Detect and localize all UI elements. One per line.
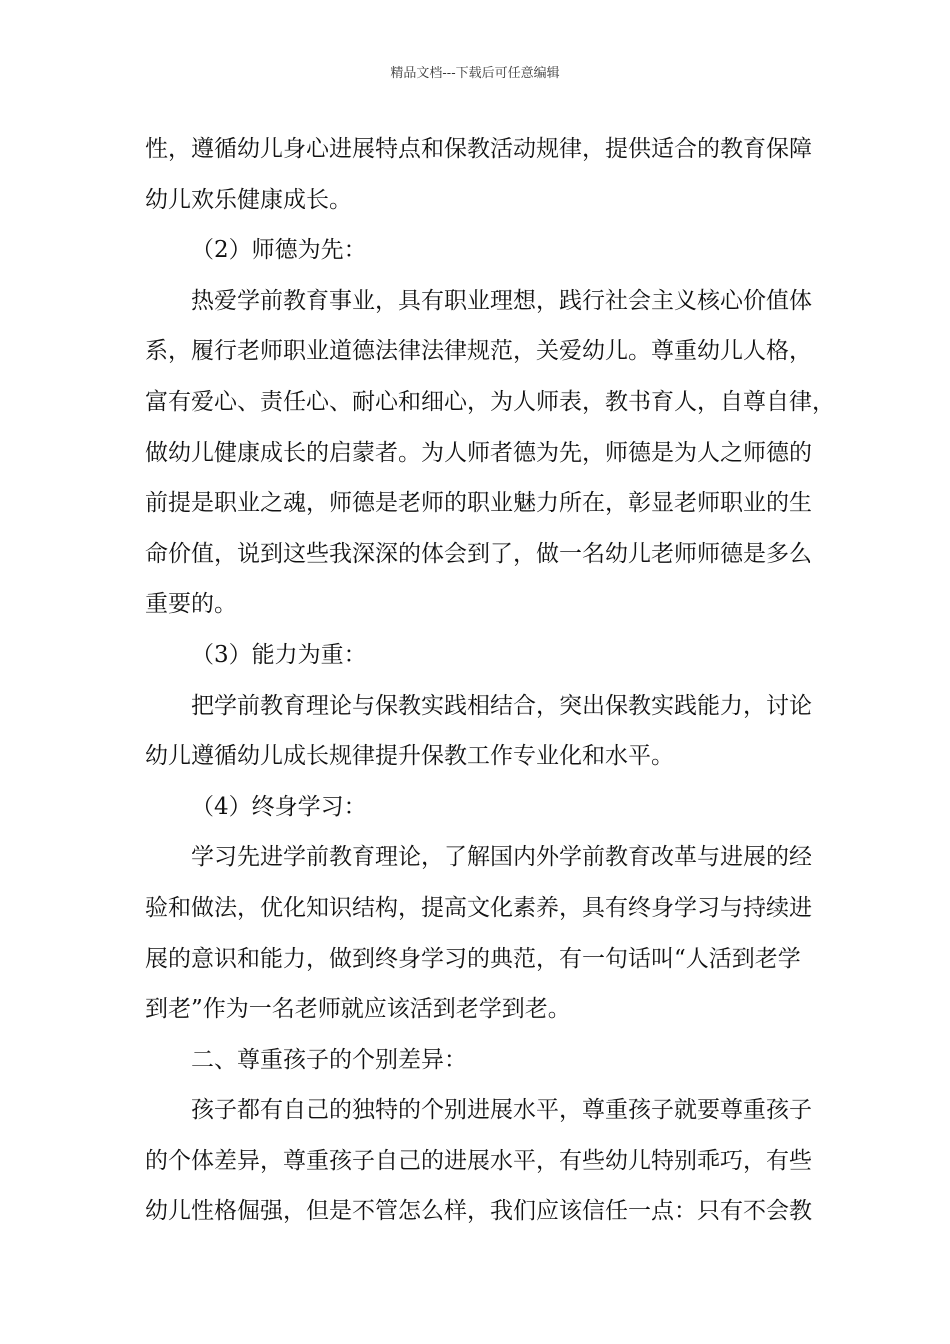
text-line: 重要的。 xyxy=(145,591,237,618)
section-heading: （4）终身学习： xyxy=(191,793,367,820)
text-line: 到老”作为一名老师就应该活到老学到老。 xyxy=(145,996,571,1023)
text-line: 把学前教育理论与保教实践相结合，突出保教实践能力，讨论 xyxy=(191,692,812,719)
text-line: 热爱学前教育事业，具有职业理想，践行社会主义核心价值体 xyxy=(191,287,812,314)
section-heading: （2）师德为先： xyxy=(191,237,367,264)
text-line: 前提是职业之魂，师德是老师的职业魅力所在，彰显老师职业的生 xyxy=(145,490,812,517)
text-line: 展的意识和能力，做到终身学习的典范，有一句话叫“人活到老学 xyxy=(145,945,801,972)
section-heading: （3）能力为重： xyxy=(191,641,367,668)
text-line: 的个体差异，尊重孩子自己的进展水平，有些幼儿特别乖巧，有些 xyxy=(145,1147,812,1174)
text-line: 幼儿性格倔强，但是不管怎么样，我们应该信任一点：只有不会教 xyxy=(145,1198,812,1225)
text-line: 幼儿欢乐健康成长。 xyxy=(145,186,352,213)
section-heading: 二、尊重孩子的个别差异： xyxy=(191,1046,467,1073)
page-header: 精品文档---下载后可任意编辑 xyxy=(390,66,560,81)
text-line: 孩子都有自己的独特的个别进展水平，尊重孩子就要尊重孩子 xyxy=(191,1097,812,1124)
text-line: 系，履行老师职业道德法律法律规范，关爱幼儿。尊重幼儿人格， xyxy=(145,338,812,365)
text-line: 验和做法，优化知识结构，提高文化素养，具有终身学习与持续进 xyxy=(145,894,812,921)
text-line: 幼儿遵循幼儿成长规律提升保教工作专业化和水平。 xyxy=(145,743,674,770)
text-line: 做幼儿健康成长的启蒙者。为人师者德为先，师德是为人之师德的 xyxy=(145,439,812,466)
text-line: 性，遵循幼儿身心进展特点和保教活动规律，提供适合的教育保障 xyxy=(145,136,812,162)
document-body xyxy=(145,124,835,1237)
text-line: 富有爱心、责任心、耐心和细心，为人师表，教书育人，自尊自律， xyxy=(145,388,835,415)
text-line: 学习先进学前教育理论，了解国内外学前教育改革与进展的经 xyxy=(191,844,812,871)
text-line: 命价值，说到这些我深深的体会到了，做一名幼儿老师师德是多么 xyxy=(145,540,812,567)
